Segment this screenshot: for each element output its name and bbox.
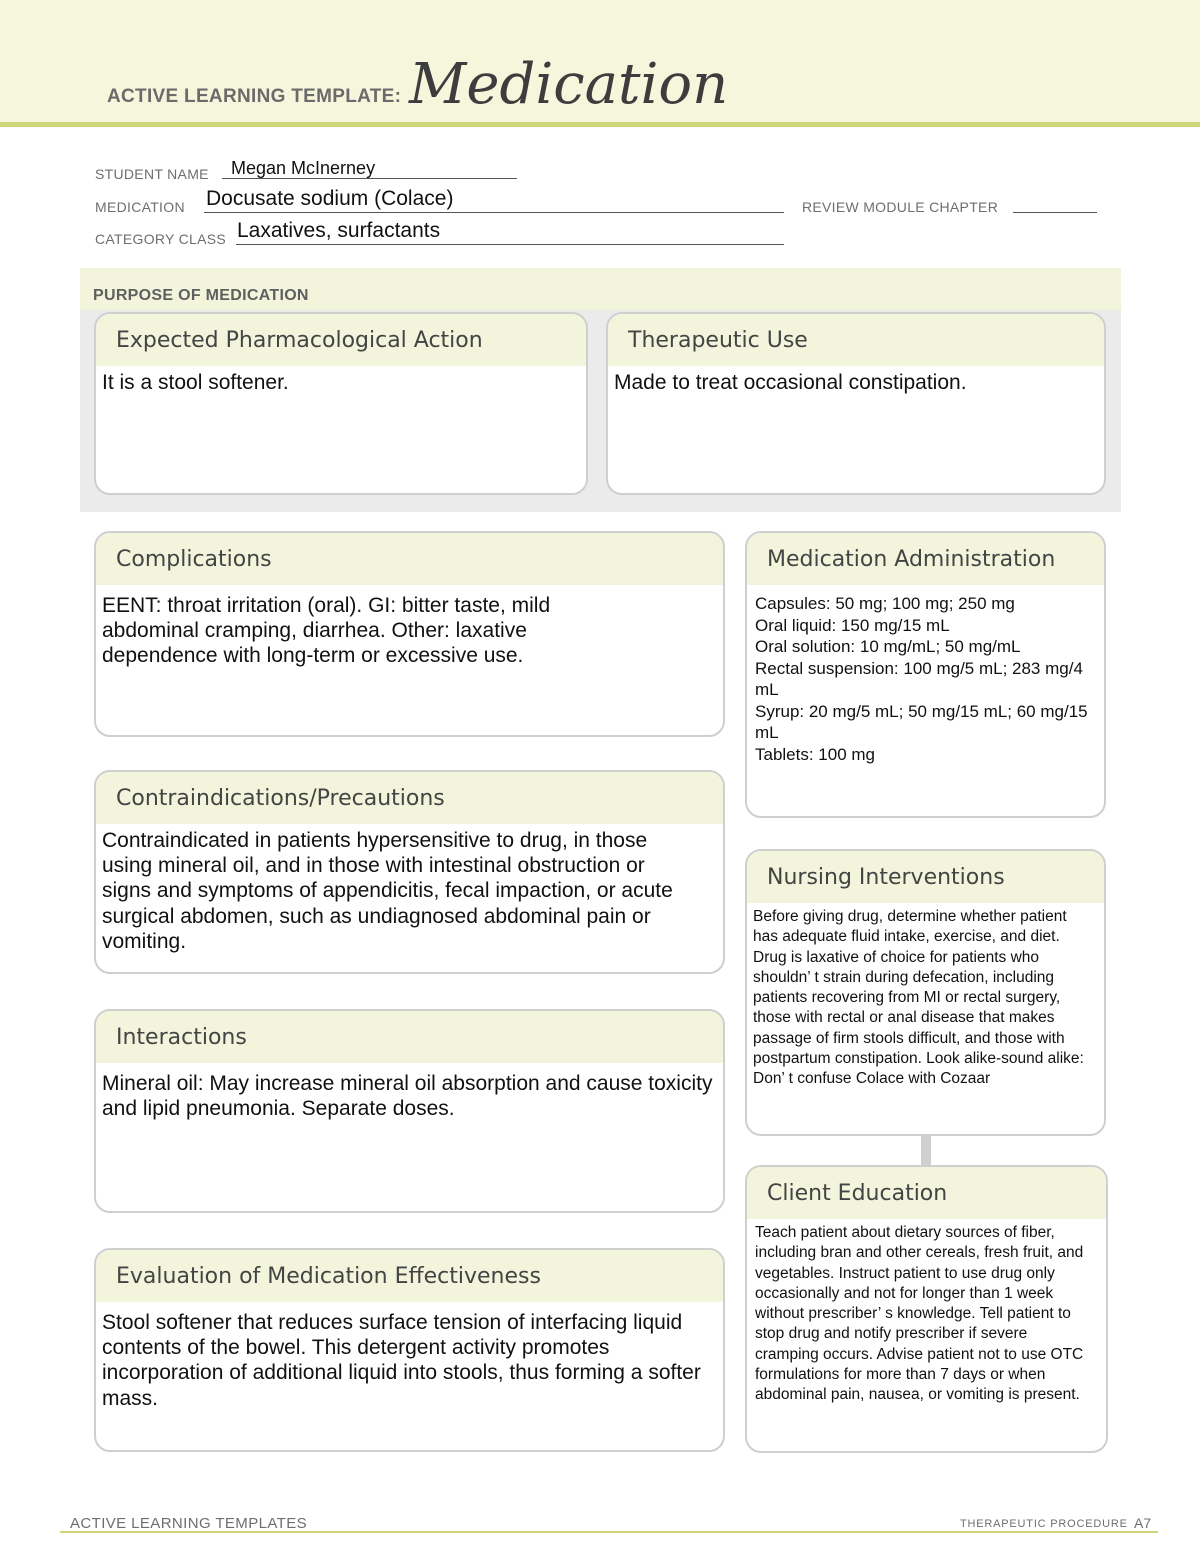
administration-line[interactable]: Syrup: 20 mg/5 mL; 50 mg/15 mL; 60 mg/15 mL — [755, 701, 1088, 743]
therapeutic-use-box — [606, 312, 1106, 495]
category-class-line — [236, 244, 784, 245]
administration-line[interactable]: Capsules: 50 mg; 100 mg; 250 mg — [755, 594, 1015, 613]
expected-action-title: Expected Pharmacological Action — [96, 314, 586, 366]
footer-left: ACTIVE LEARNING TEMPLATES — [70, 1515, 307, 1532]
template-label: ACTIVE LEARNING TEMPLATE: — [107, 86, 402, 107]
contraindications-box — [94, 770, 725, 974]
footer-right: THERAPEUTIC PROCEDURE — [960, 1518, 1128, 1530]
client-education-box — [745, 1165, 1108, 1453]
expected-action-text[interactable]: It is a stool softener. — [102, 371, 289, 394]
template-title: Medication — [409, 52, 729, 117]
administration-line[interactable]: Oral solution: 10 mg/mL; 50 mg/mL — [755, 637, 1021, 657]
client-education-text[interactable]: Teach patient about dietary sources of fiber, including bran and other cereals, fresh fruit, and vegetables. Instruct patient to use drug only occasionally and not for longer than 1 week without prescriber’ s knowledge. Tell patient to stop drug and notify prescriber if severe cramping occurs. Advise patient not to use OTC formulations for more than 7 days or when abdominal pain, nausea, or vomiting is present. — [755, 1224, 1084, 1404]
category-class-label: CATEGORY CLASS — [95, 231, 227, 247]
therapeutic-use-text[interactable]: Made to treat occasional constipation. — [614, 371, 967, 394]
contraindications-text[interactable]: Contraindicated in patients hypersensitive to drug, in those using mineral oil, and in those with intestinal obstruction or signs and symptoms of appendicitis, fecal impaction, or acute surgical abdomen, such as undiagnosed abdominal pain or vomiting. — [102, 829, 673, 953]
student-name-value[interactable]: Megan McInerney — [231, 158, 376, 178]
medication-label: MEDICATION — [95, 199, 185, 215]
interactions-title: Interactions — [96, 1011, 723, 1063]
expected-action-box — [94, 312, 588, 495]
purpose-label: PURPOSE OF MEDICATION — [93, 287, 309, 304]
evaluation-title: Evaluation of Medication Effectiveness — [96, 1250, 723, 1302]
interactions-box — [94, 1009, 725, 1213]
medication-line — [204, 212, 784, 213]
student-name-label: STUDENT NAME — [95, 166, 209, 182]
client-education-title: Client Education — [747, 1167, 1106, 1219]
review-module-line — [1013, 212, 1097, 213]
contraindications-title: Contraindications/Precautions — [96, 772, 723, 824]
review-module-label: REVIEW MODULE CHAPTER — [802, 199, 999, 215]
administration-line[interactable]: Oral liquid: 150 mg/15 mL — [755, 615, 950, 635]
nursing-interventions-text[interactable]: Before giving drug, determine whether patient has adequate fluid intake, exercise, and diet. Drug is laxative of choice for patients who shouldn’ t strain during defecation, including patients recovering from MI or rectal surgery, those with rectal or anal disease that makes passage of firm stools difficult, and those with postpartum constipation. Look alike-sound alike: Don’ t confuse Colace with Cozaar — [753, 908, 1084, 1088]
footer-page-number: A7 — [1134, 1515, 1152, 1531]
header-rule — [0, 122, 1200, 127]
category-class-value[interactable]: Laxatives, surfactants — [237, 219, 441, 242]
interactions-text[interactable]: Mineral oil: May increase mineral oil absorption and cause toxicity and lipid pneumonia. Separate doses. — [102, 1072, 713, 1121]
administration-line[interactable]: Rectal suspension: 100 mg/5 mL; 283 mg/4 mL — [755, 658, 1083, 700]
therapeutic-use-title: Therapeutic Use — [608, 314, 1104, 366]
administration-title: Medication Administration — [747, 533, 1104, 585]
complications-text[interactable]: EENT: throat irritation (oral). GI: bitter taste, mild abdominal cramping, diarrhea. Other: laxative dependence with long-term or excessive use. — [102, 594, 551, 668]
administration-line[interactable]: Tablets: 100 mg — [755, 745, 876, 765]
connector-bar — [921, 1134, 931, 1166]
evaluation-text[interactable]: Stool softener that reduces surface tension of interfacing liquid contents of the bowel. This detergent activity promotes incorporation of additional liquid into stools, thus forming a softer mass. — [102, 1311, 701, 1410]
medication-value[interactable]: Docusate sodium (Colace) — [206, 187, 454, 210]
nursing-interventions-title: Nursing Interventions — [747, 851, 1104, 903]
administration-box — [745, 531, 1106, 818]
administration-list — [747, 585, 1104, 766]
nursing-interventions-box — [745, 849, 1106, 1136]
complications-box — [94, 531, 725, 737]
complications-title: Complications — [96, 533, 723, 585]
evaluation-box — [94, 1248, 725, 1452]
